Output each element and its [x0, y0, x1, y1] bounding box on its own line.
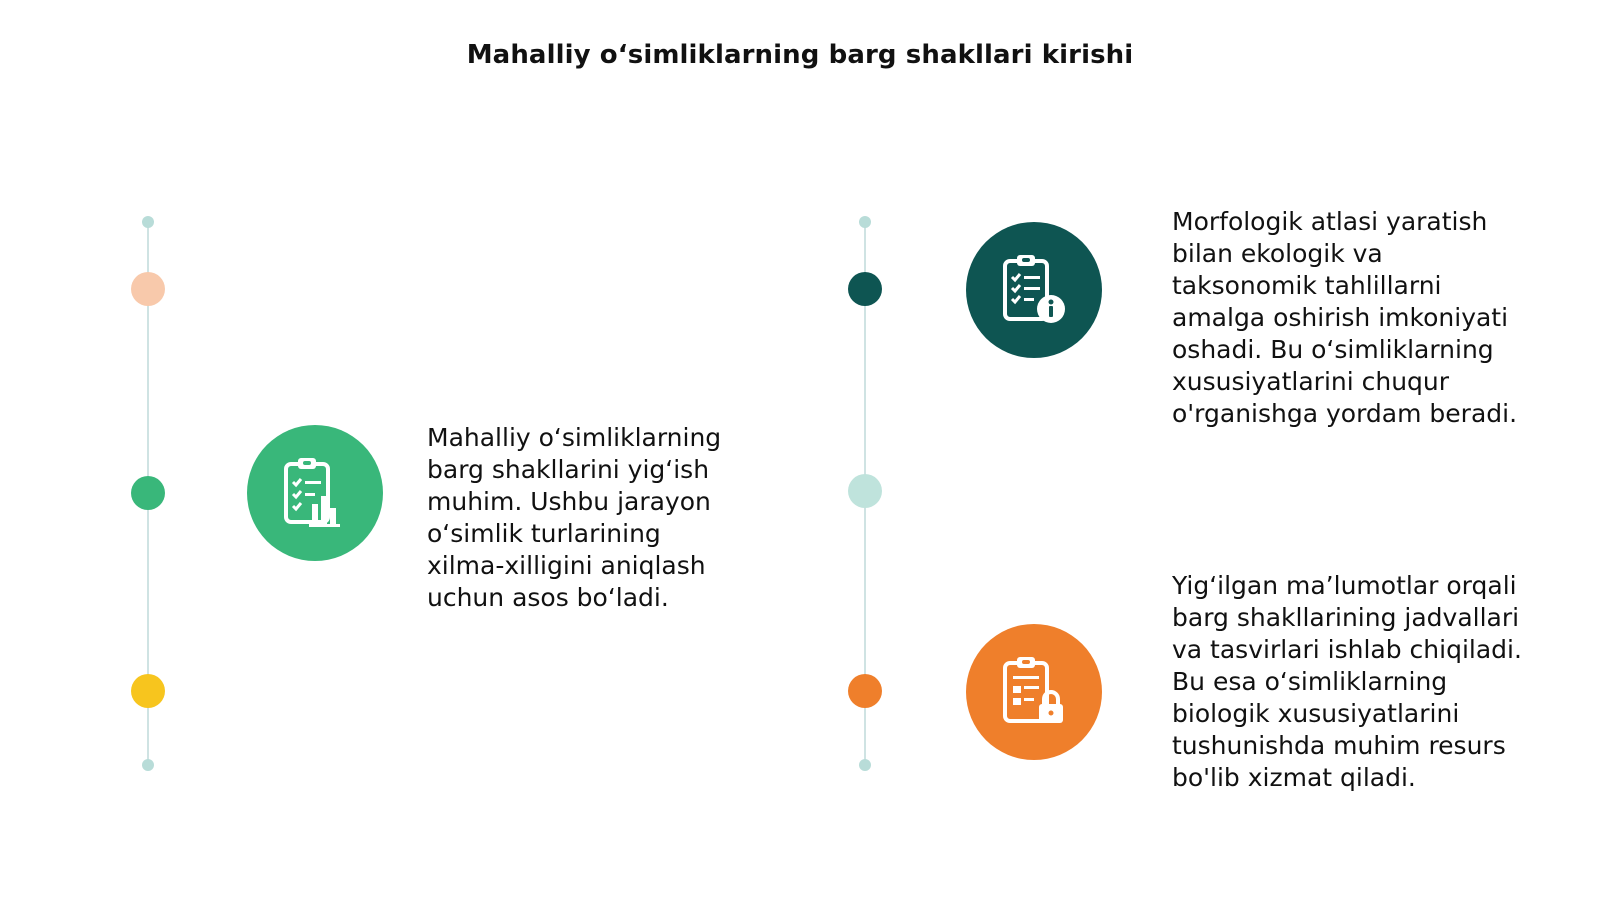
- clipboard-info-icon: [999, 253, 1069, 327]
- item-2-description: Morfologik atlasi yaratish bilan ekologik va taksonomik tahlillarni amalga oshirish imkoniyati oshadi. Bu o‘simliklarning xususiyatlarini chuqur o'rganishga yordam beradi.: [1172, 207, 1518, 428]
- clipboard-lock-icon: [999, 655, 1069, 729]
- clipboard-lock-icon-circle: [966, 624, 1102, 760]
- right-node-teal: [848, 272, 882, 306]
- left-node-peach: [131, 272, 165, 306]
- left-node-yellow: [131, 674, 165, 708]
- left-timeline-top-dot: [142, 216, 154, 228]
- right-node-mint: [848, 474, 882, 508]
- clipboard-chart-icon: [280, 456, 350, 530]
- left-node-green: [131, 476, 165, 510]
- right-timeline-bottom-dot: [859, 759, 871, 771]
- left-timeline-bottom-dot: [142, 759, 154, 771]
- right-timeline-top-dot: [859, 216, 871, 228]
- clipboard-chart-icon-circle: [247, 425, 383, 561]
- right-node-orange: [848, 674, 882, 708]
- clipboard-info-icon-circle: [966, 222, 1102, 358]
- item-3-description: Yig‘ilgan ma’lumotlar orqali barg shakllarining jadvallari va tasvirlari ishlab chiqiladi. Bu esa o‘simliklarning biologik xususiyatlarini tushunishda muhim resurs bo'lib xizmat qiladi.: [1172, 571, 1522, 792]
- page-title: Mahalliy o‘simliklarning barg shakllari kirishi: [466, 40, 1134, 70]
- item-1-description: Mahalliy o‘simliklarning barg shakllarini yig‘ish muhim. Ushbu jarayon o‘simlik turlarining xilma-xilligini aniqlash uchun asos bo‘ladi.: [427, 423, 722, 612]
